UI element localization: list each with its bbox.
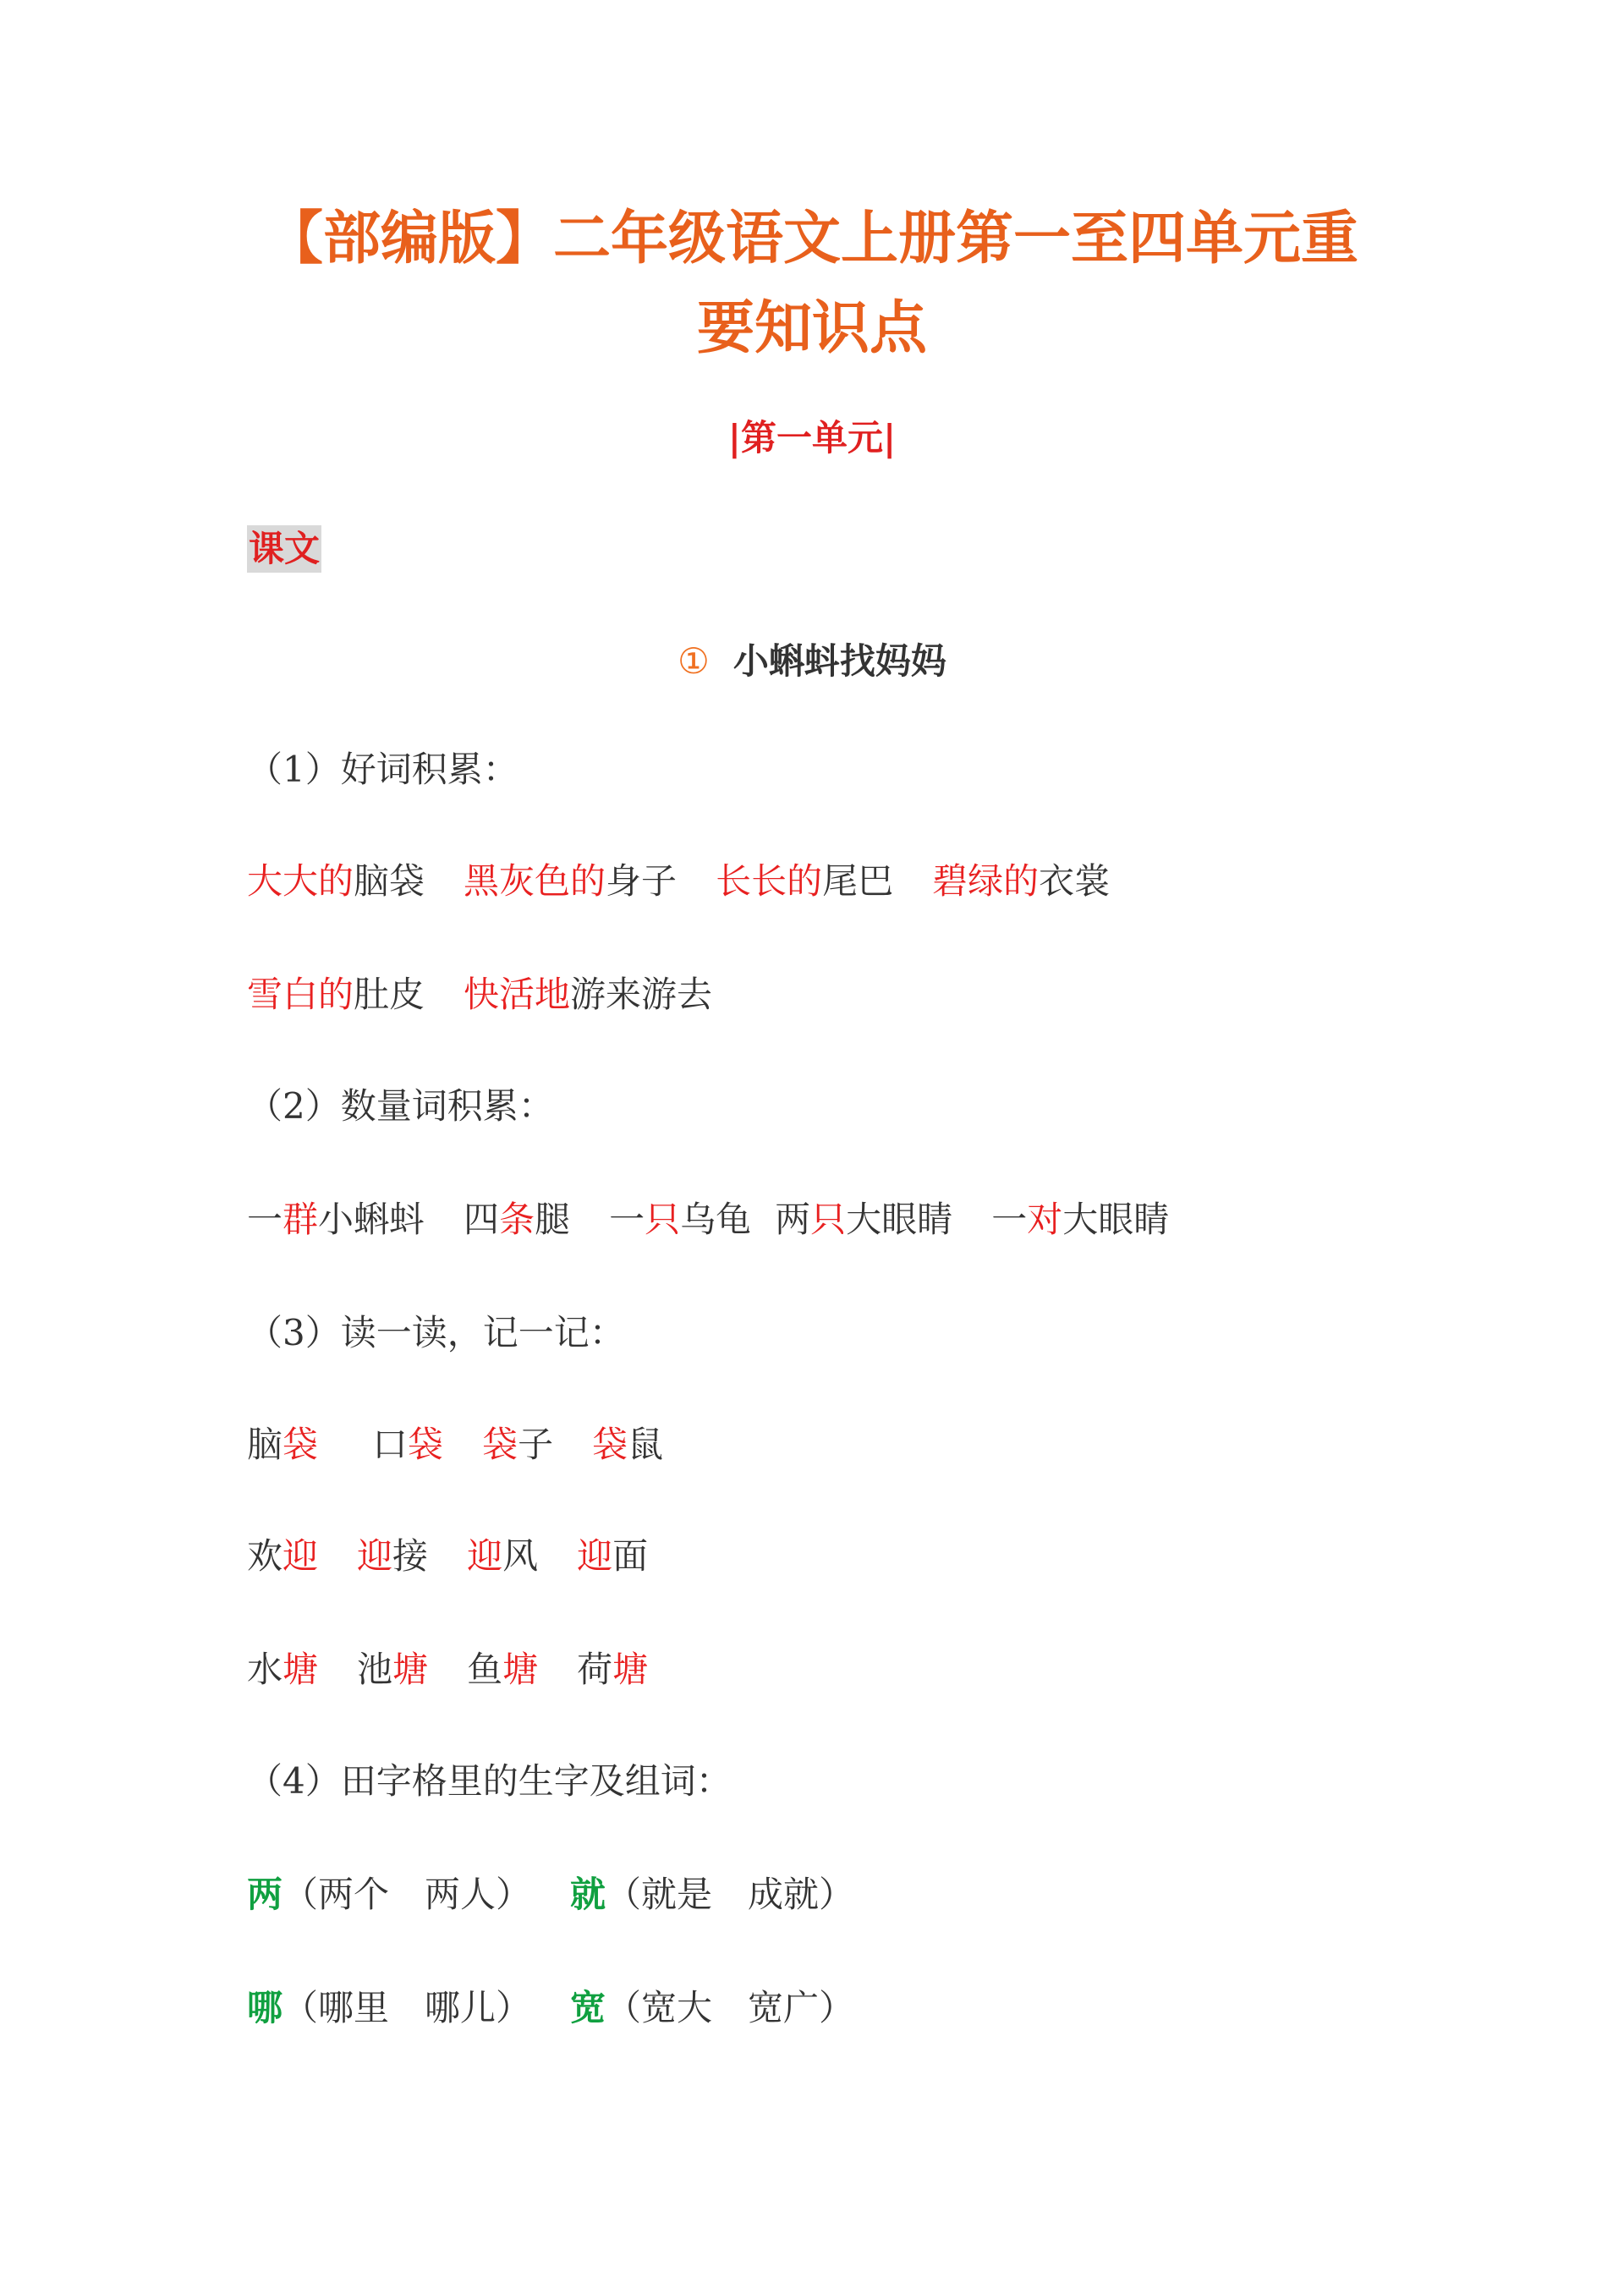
good-word: 黑灰色的身子 (464, 860, 678, 902)
good-word: 雪白的肚皮 (247, 974, 425, 1015)
word: 脑袋 (247, 1424, 319, 1465)
word: 欢迎 (247, 1535, 319, 1577)
document-title-line-1: 【部编版】二年级语文上册第一至四单元重 (265, 205, 1358, 272)
quantifier-row (247, 1194, 1169, 1245)
good-word: 碧绿的衣裳 (932, 860, 1111, 902)
word: 鱼塘 (467, 1649, 539, 1690)
good-words-row-2 (247, 969, 712, 1020)
document-title-line-2: 要知识点 (696, 294, 927, 362)
read-row-1 (247, 1419, 663, 1470)
character-entry: 就（就是 成就） (570, 1874, 855, 1915)
word: 荷塘 (577, 1649, 649, 1690)
word: 水塘 (247, 1649, 319, 1690)
word: 迎接 (357, 1535, 429, 1577)
heading-characters: （4）田字格里的生字及组词： (247, 1760, 732, 1802)
good-word: 长长的尾巴 (716, 860, 894, 902)
quantifier-phrase: 一群小蝌蚪 (247, 1199, 425, 1240)
section-label: 课文 (247, 525, 321, 573)
heading-good-words: （1）好词积累： (247, 749, 518, 790)
lesson-heading (0, 636, 1624, 687)
quantifier-phrase: 一只乌龟 (609, 1199, 752, 1240)
character-entry: 两（两个 两人） (247, 1874, 532, 1915)
quantifier-phrase: 四条腿 (464, 1199, 571, 1240)
word: 迎风 (467, 1535, 539, 1577)
read-row-3 (247, 1644, 648, 1695)
characters-row-1 (247, 1869, 854, 1920)
lesson-title: 小蝌蚪找妈妈 (732, 640, 946, 682)
character-entry: 宽（宽大 宽广） (570, 1987, 855, 2028)
good-word: 快活地游来游去 (464, 974, 713, 1015)
lesson-number: ① (678, 640, 710, 682)
word: 迎面 (577, 1535, 649, 1577)
word: 口袋 (372, 1424, 444, 1465)
word: 池塘 (357, 1649, 429, 1690)
heading-read-remember: （3）读一读，记一记： (247, 1312, 625, 1353)
quantifier-phrase: 一对大眼睛 (991, 1199, 1170, 1240)
heading-quantifiers: （2）数量词积累： (247, 1085, 554, 1127)
word: 袋子 (482, 1424, 554, 1465)
unit-heading: |第一单元| (727, 417, 897, 458)
characters-row-2 (247, 1983, 854, 2033)
read-row-2 (247, 1531, 648, 1582)
character-entry: 哪（哪里 哪儿） (247, 1987, 532, 2028)
good-word: 大大的脑袋 (247, 860, 425, 902)
good-words-row-1 (247, 856, 1110, 907)
quantifier-phrase: 两只大眼睛 (775, 1199, 953, 1240)
word: 袋鼠 (592, 1424, 664, 1465)
